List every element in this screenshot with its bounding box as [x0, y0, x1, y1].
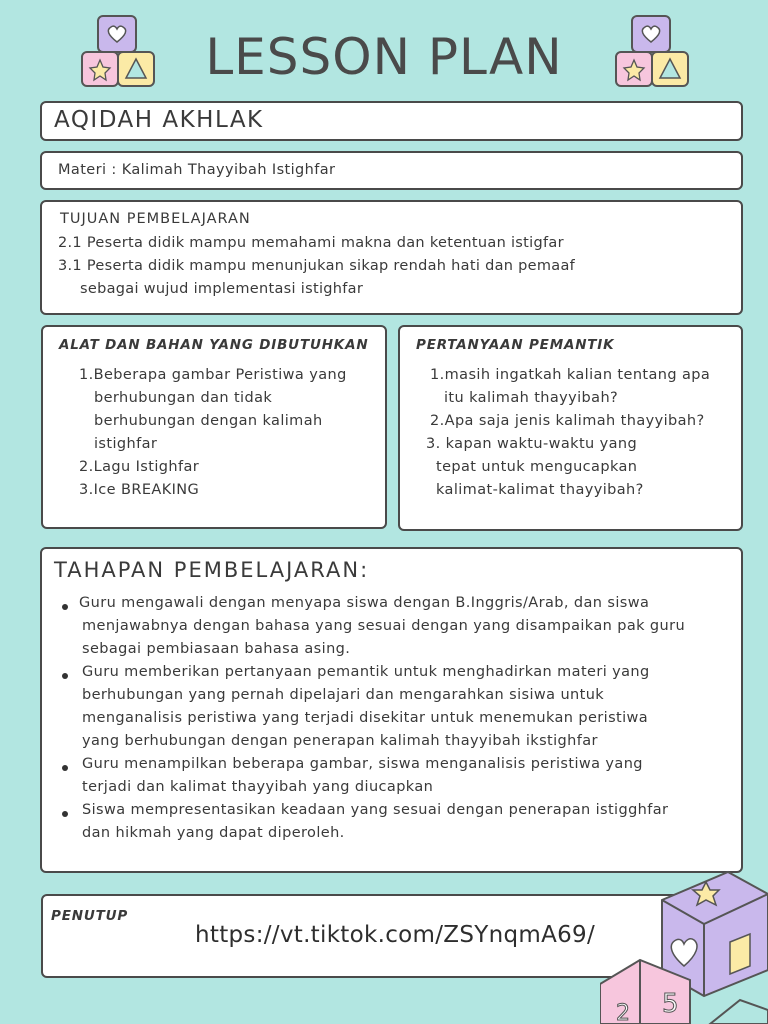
pemantik-line: 2.Apa saja jenis kalimah thayyibah? — [430, 413, 705, 429]
bullet-dot — [62, 811, 68, 817]
alat-heading: ALAT DAN BAHAN YANG DIBUTUHKAN — [59, 337, 369, 353]
svg-text:2: 2 — [616, 1001, 630, 1024]
pemantik-line: 1.masih ingatkah kalian tentang apa — [430, 367, 711, 383]
svg-text:5: 5 — [662, 989, 679, 1019]
subject-box — [40, 101, 743, 141]
alat-line: istighfar — [94, 436, 158, 452]
alat-line: 1.Beberapa gambar Peristiwa yang — [79, 367, 347, 383]
tahapan-line: terjadi dan kalimat thayyibah yang diucapkan — [82, 779, 434, 795]
tujuan-line: 2.1 Peserta didik mampu memahami makna dan ketentuan istigfar — [58, 235, 564, 251]
pemantik-heading: PERTANYAAN PEMANTIK — [416, 337, 615, 353]
tahapan-line: menjawabnya dengan bahasa yang sesuai dengan yang disampaikan pak guru — [82, 618, 686, 634]
toy-blocks-bottom-icon — [600, 860, 768, 1024]
tahapan-line: berhubungan yang pernah dipelajari dan mengarahkan sisiwa untuk — [82, 687, 605, 703]
page-title: LESSON PLAN — [205, 28, 563, 86]
tujuan-box — [40, 200, 743, 315]
alat-box — [41, 325, 387, 529]
tahapan-box — [40, 547, 743, 873]
materi-box — [40, 151, 743, 190]
tahapan-heading: TAHAPAN PEMBELAJARAN: — [54, 558, 370, 582]
tiktok-link[interactable]: https://vt.tiktok.com/ZSYnqmA69/ — [195, 922, 596, 948]
bullet-dot — [62, 604, 68, 610]
tahapan-line: Guru menampilkan beberapa gambar, siswa menganalisis peristiwa yang — [82, 756, 643, 772]
tahapan-line: dan hikmah yang dapat diperoleh. — [82, 825, 345, 841]
bullet-dot — [62, 673, 68, 679]
tujuan-line: 3.1 Peserta didik mampu menunjukan sikap rendah hati dan pemaaf — [58, 258, 576, 274]
alat-line: 3.Ice BREAKING — [79, 482, 200, 498]
bullet-dot — [62, 765, 68, 771]
alat-line: berhubungan dengan kalimah — [94, 413, 323, 429]
subject-title: AQIDAH AKHLAK — [54, 107, 264, 133]
alat-line: berhubungan dan tidak — [94, 390, 273, 406]
pemantik-line: itu kalimah thayyibah? — [444, 390, 619, 406]
tujuan-heading: TUJUAN PEMBELAJARAN — [60, 211, 251, 227]
tahapan-line: Siswa mempresentasikan keadaan yang sesuai dengan penerapan istigghfar — [82, 802, 669, 818]
tahapan-line: Guru memberikan pertanyaan pemantik untuk menghadirkan materi yang — [82, 664, 650, 680]
tahapan-line: Guru mengawali dengan menyapa siswa dengan B.Inggris/Arab, dan siswa — [79, 595, 650, 611]
tahapan-line: menganalisis peristiwa yang terjadi disekitar untuk menemukan peristiwa — [82, 710, 649, 726]
pemantik-box — [398, 325, 743, 531]
materi-text: Materi : Kalimah Thayyibah Istighfar — [58, 162, 336, 178]
pemantik-line: tepat untuk mengucapkan — [436, 459, 638, 475]
tahapan-line: sebagai pembiasaan bahasa asing. — [82, 641, 351, 657]
pemantik-line: kalimat-kalimat thayyibah? — [436, 482, 644, 498]
pemantik-line: 3. kapan waktu-waktu yang — [426, 436, 638, 452]
alat-line: 2.Lagu Istighfar — [79, 459, 200, 475]
penutup-heading: PENUTUP — [51, 908, 129, 924]
tahapan-line: yang berhubungan dengan penerapan kalimah thayyibah ikstighfar — [82, 733, 598, 749]
tujuan-line: sebagai wujud implementasi istighfar — [80, 281, 364, 297]
